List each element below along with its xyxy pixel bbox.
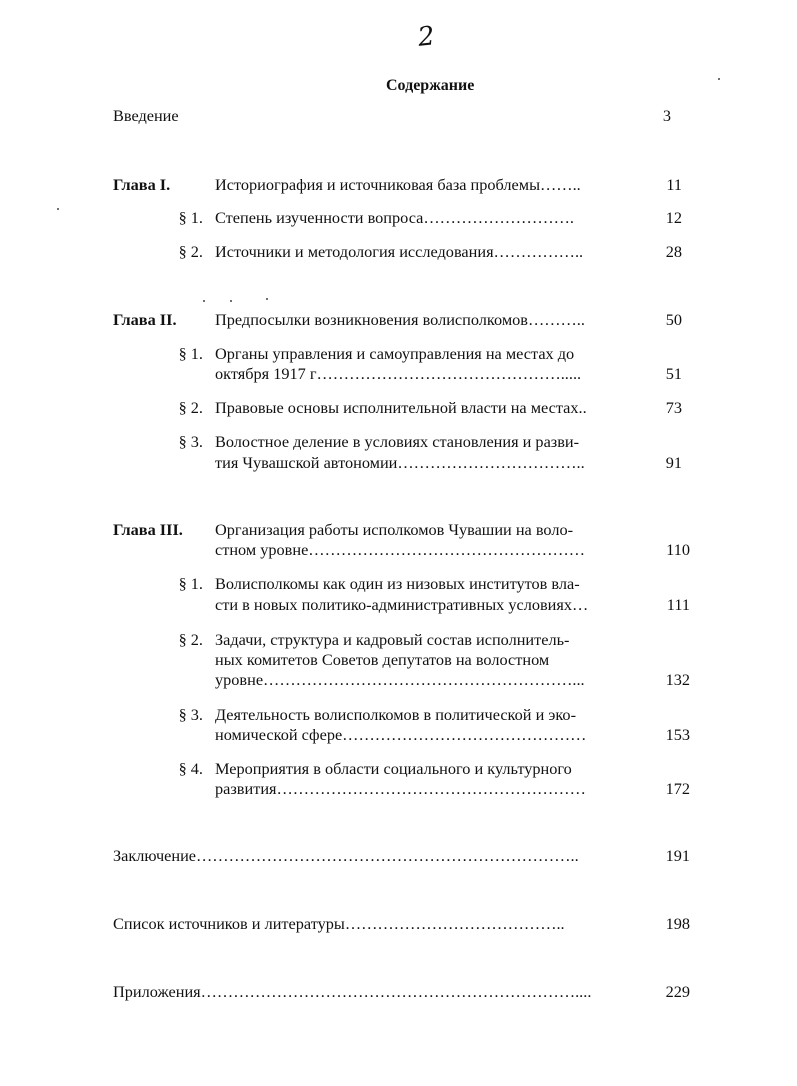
scan-speck (266, 298, 268, 300)
toc-page-conclusion: 191 (665, 846, 690, 865)
chapter-2-title[interactable]: Предпосылки возникновения волисполкомов……….. (215, 310, 585, 329)
section-1-1-sign: § 1. (178, 208, 203, 227)
section-3-2-title-line3[interactable]: уровне…………………………………………………... (215, 670, 585, 689)
section-3-4-sign: § 4. (178, 759, 203, 778)
section-1-1-page: 12 (665, 208, 682, 227)
section-3-4-page: 172 (665, 779, 690, 798)
section-2-2-page: 73 (665, 398, 682, 417)
section-3-4-title-line1[interactable]: Мероприятия в области социального и культурного (215, 759, 572, 778)
section-3-4-title-line2[interactable]: развития………………………………………………… (215, 779, 586, 798)
section-2-1-title-line2[interactable]: октября 1917 г………………………………………..... (215, 364, 582, 383)
section-3-2-page: 132 (665, 670, 690, 689)
chapter-3-title-line2[interactable]: стном уровне…………………………………………… (215, 540, 586, 559)
chapter-2-page: 50 (665, 310, 682, 329)
section-3-1-title-line1[interactable]: Волисполкомы как один из низовых институтов вла- (215, 574, 580, 593)
section-2-2-title[interactable]: Правовые основы исполнительной власти на местах.. (215, 398, 587, 417)
chapter-2-label: Глава II. (113, 310, 177, 329)
section-2-1-title-line1[interactable]: Органы управления и самоуправления на местах до (215, 344, 575, 363)
scan-speck (230, 300, 232, 302)
scan-speck (203, 300, 205, 302)
section-3-1-title-line2[interactable]: сти в новых политико-административных условиях… (215, 595, 589, 614)
toc-entry-intro[interactable]: Введение (113, 106, 179, 125)
toc-heading: Содержание (386, 77, 475, 94)
toc-entry-conclusion[interactable]: Заключение…………………………………………………………….. (113, 846, 579, 865)
section-3-2-title-line1[interactable]: Задачи, структура и кадровый состав исполнитель- (215, 630, 570, 649)
chapter-1-title[interactable]: Историография и источниковая база проблемы…….. (215, 175, 581, 194)
chapter-3-page: 110 (666, 540, 690, 559)
section-1-1-title[interactable]: Степень изученности вопроса………………………. (215, 208, 574, 227)
section-3-3-title-line1[interactable]: Деятельность волисполкомов в политической и эко- (215, 705, 576, 724)
section-2-3-sign: § 3. (178, 432, 203, 451)
section-2-3-page: 91 (665, 453, 682, 472)
toc-entry-sources[interactable]: Список источников и литературы………………………………….. (113, 914, 565, 933)
chapter-3-title-line1[interactable]: Организация работы исполкомов Чувашии на воло- (215, 520, 574, 539)
scan-speck (57, 208, 59, 210)
handwritten-page-number: 2 (416, 21, 437, 53)
chapter-1-page: 11 (666, 175, 682, 194)
section-2-2-sign: § 2. (178, 398, 203, 417)
section-2-3-title-line2[interactable]: тия Чувашской автономии…………………………….. (215, 453, 585, 472)
scan-speck (718, 78, 720, 80)
section-2-1-sign: § 1. (178, 344, 203, 363)
section-3-3-title-line2[interactable]: номической сфере……………………………………… (215, 725, 587, 744)
toc-entry-appendices[interactable]: Приложения…………………………………………………………….... (113, 982, 592, 1001)
section-3-2-title-line2[interactable]: ных комитетов Советов депутатов на волостном (215, 650, 550, 669)
section-2-1-page: 51 (665, 364, 682, 383)
section-3-1-page: 111 (666, 595, 690, 614)
toc-page-intro: 3 (662, 106, 671, 125)
section-2-3-title-line1[interactable]: Волостное деление в условиях становления и разви- (215, 432, 580, 451)
chapter-3-label: Глава III. (113, 520, 183, 539)
section-1-2-title[interactable]: Источники и методология исследования…………….. (215, 242, 584, 261)
toc-page-appendices: 229 (665, 982, 690, 1001)
chapter-1-label: Глава I. (113, 175, 171, 194)
section-3-2-sign: § 2. (178, 630, 203, 649)
section-1-2-page: 28 (665, 242, 682, 261)
toc-page-sources: 198 (665, 914, 690, 933)
section-1-2-sign: § 2. (178, 242, 203, 261)
section-3-3-sign: § 3. (178, 705, 203, 724)
section-3-1-sign: § 1. (178, 574, 203, 593)
section-3-3-page: 153 (665, 725, 690, 744)
